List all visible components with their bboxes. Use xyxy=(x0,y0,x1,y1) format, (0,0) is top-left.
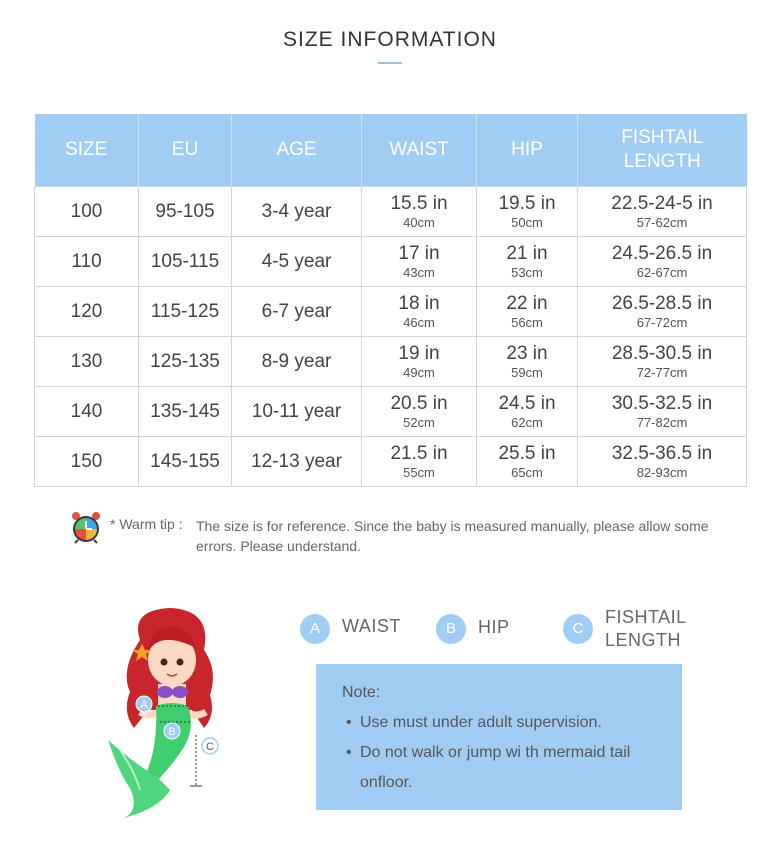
cell-eu: 135-145 xyxy=(139,387,232,437)
measurement-legend xyxy=(300,604,760,652)
tip-label: * Warm tip : xyxy=(110,516,183,532)
cell-hip xyxy=(477,337,578,387)
note-item-text: Do not walk or jump wi th mermaid tail onfloor. xyxy=(360,744,631,791)
cell-age: 10-11 year xyxy=(232,387,362,437)
tail-cm: 62-67cm xyxy=(636,264,688,280)
waist-cm: 46cm xyxy=(403,314,435,330)
legend-marker-b: B xyxy=(436,614,466,644)
hip-cm: 50cm xyxy=(511,214,543,230)
hip-cm: 65cm xyxy=(511,464,543,480)
cell-fishtail xyxy=(578,237,747,287)
header-fishtail-line1: FISHTAIL xyxy=(621,127,704,148)
cell-eu: 115-125 xyxy=(139,287,232,337)
alarm-clock-icon xyxy=(70,510,102,544)
marker-a: A xyxy=(140,699,148,711)
cell-age: 12-13 year xyxy=(232,437,362,487)
cell-eu: 145-155 xyxy=(139,437,232,487)
hip-cm: 56cm xyxy=(511,314,543,330)
note-item xyxy=(346,708,676,738)
waist-in: 19 in xyxy=(398,342,440,364)
table-row xyxy=(35,187,747,237)
hip-in: 22 in xyxy=(506,292,548,314)
table-row xyxy=(35,287,747,337)
cell-hip xyxy=(477,387,578,437)
cell-hip xyxy=(477,237,578,287)
legend-label-waist: WAIST xyxy=(342,616,401,636)
header-hip: HIP xyxy=(477,114,578,187)
header-eu: EU xyxy=(139,114,232,187)
tail-in: 26.5-28.5 in xyxy=(611,292,713,314)
waist-cm: 49cm xyxy=(403,364,435,380)
legend-marker-a: A xyxy=(300,614,330,644)
hip-in: 21 in xyxy=(506,242,548,264)
cell-waist xyxy=(362,337,477,387)
tip-text: The size is for reference. Since the baby is measured manually, please allow some errors. Please understand. xyxy=(196,518,709,554)
note-item-text: Use must under adult supervision. xyxy=(360,714,602,731)
cell-waist xyxy=(362,387,477,437)
title-underline xyxy=(378,62,402,64)
cell-fishtail xyxy=(578,187,747,237)
hip-cm: 59cm xyxy=(511,364,543,380)
waist-in: 20.5 in xyxy=(390,392,448,414)
bullet-icon: • xyxy=(346,744,352,761)
cell-hip xyxy=(477,287,578,337)
tail-in: 24.5-26.5 in xyxy=(611,242,713,264)
header-size: SIZE xyxy=(35,114,139,187)
cell-age: 6-7 year xyxy=(232,287,362,337)
cell-fishtail xyxy=(578,387,747,437)
tail-cm: 82-93cm xyxy=(636,464,688,480)
tail-cm: 77-82cm xyxy=(636,414,688,430)
note-box xyxy=(316,664,682,810)
cell-eu: 125-135 xyxy=(139,337,232,387)
size-table xyxy=(34,114,747,487)
bullet-icon: • xyxy=(346,714,352,731)
cell-hip xyxy=(477,437,578,487)
cell-age: 8-9 year xyxy=(232,337,362,387)
marker-c: C xyxy=(206,741,214,753)
header-fishtail-length xyxy=(578,114,747,187)
waist-cm: 40cm xyxy=(403,214,435,230)
waist-in: 21.5 in xyxy=(390,442,448,464)
table-row xyxy=(35,337,747,387)
tail-in: 22.5-24-5 in xyxy=(611,192,713,214)
hip-cm: 62cm xyxy=(511,414,543,430)
waist-in: 18 in xyxy=(398,292,440,314)
table-row xyxy=(35,237,747,287)
note-title: Note: xyxy=(342,684,381,701)
table-row xyxy=(35,387,747,437)
note-item xyxy=(346,738,676,798)
cell-waist xyxy=(362,437,477,487)
legend-marker-c: C xyxy=(563,614,593,644)
cell-waist xyxy=(362,287,477,337)
header-waist: WAIST xyxy=(362,114,477,187)
waist-cm: 52cm xyxy=(403,414,435,430)
waist-in: 15.5 in xyxy=(390,192,448,214)
cell-size: 150 xyxy=(35,437,139,487)
waist-cm: 55cm xyxy=(403,464,435,480)
cell-age: 3-4 year xyxy=(232,187,362,237)
hip-in: 24.5 in xyxy=(498,392,556,414)
cell-fishtail xyxy=(578,287,747,337)
waist-in: 17 in xyxy=(398,242,440,264)
hip-cm: 53cm xyxy=(511,264,543,280)
page-title: SIZE INFORMATION xyxy=(283,28,497,51)
cell-size: 140 xyxy=(35,387,139,437)
tail-in: 32.5-36.5 in xyxy=(611,442,713,464)
tail-cm: 57-62cm xyxy=(636,214,688,230)
cell-size: 100 xyxy=(35,187,139,237)
hip-in: 19.5 in xyxy=(498,192,556,214)
hip-in: 25.5 in xyxy=(498,442,556,464)
cell-size: 130 xyxy=(35,337,139,387)
tail-in: 28.5-30.5 in xyxy=(611,342,713,364)
cell-waist xyxy=(362,187,477,237)
cell-waist xyxy=(362,237,477,287)
cell-hip xyxy=(477,187,578,237)
marker-b: B xyxy=(168,726,176,738)
legend-label-fishtail-line2: LENGTH xyxy=(605,630,682,650)
waist-cm: 43cm xyxy=(403,264,435,280)
legend-label-hip: HIP xyxy=(478,617,510,637)
legend-label-fishtail-line1: FISHTAIL xyxy=(605,607,687,627)
header-age: AGE xyxy=(232,114,362,187)
cell-age: 4-5 year xyxy=(232,237,362,287)
legend-label-fishtail xyxy=(605,606,687,652)
cell-eu: 105-115 xyxy=(139,237,232,287)
cell-eu: 95-105 xyxy=(139,187,232,237)
cell-size: 120 xyxy=(35,287,139,337)
cell-size: 110 xyxy=(35,237,139,287)
hip-in: 23 in xyxy=(506,342,548,364)
header-fishtail-line2: LENGTH xyxy=(623,151,701,172)
tail-in: 30.5-32.5 in xyxy=(611,392,713,414)
cell-fishtail xyxy=(578,337,747,387)
tail-cm: 67-72cm xyxy=(636,314,688,330)
table-header-row xyxy=(35,114,747,187)
mermaid-illustration xyxy=(100,600,240,822)
tail-cm: 72-77cm xyxy=(636,364,688,380)
table-row xyxy=(35,437,747,487)
cell-fishtail xyxy=(578,437,747,487)
